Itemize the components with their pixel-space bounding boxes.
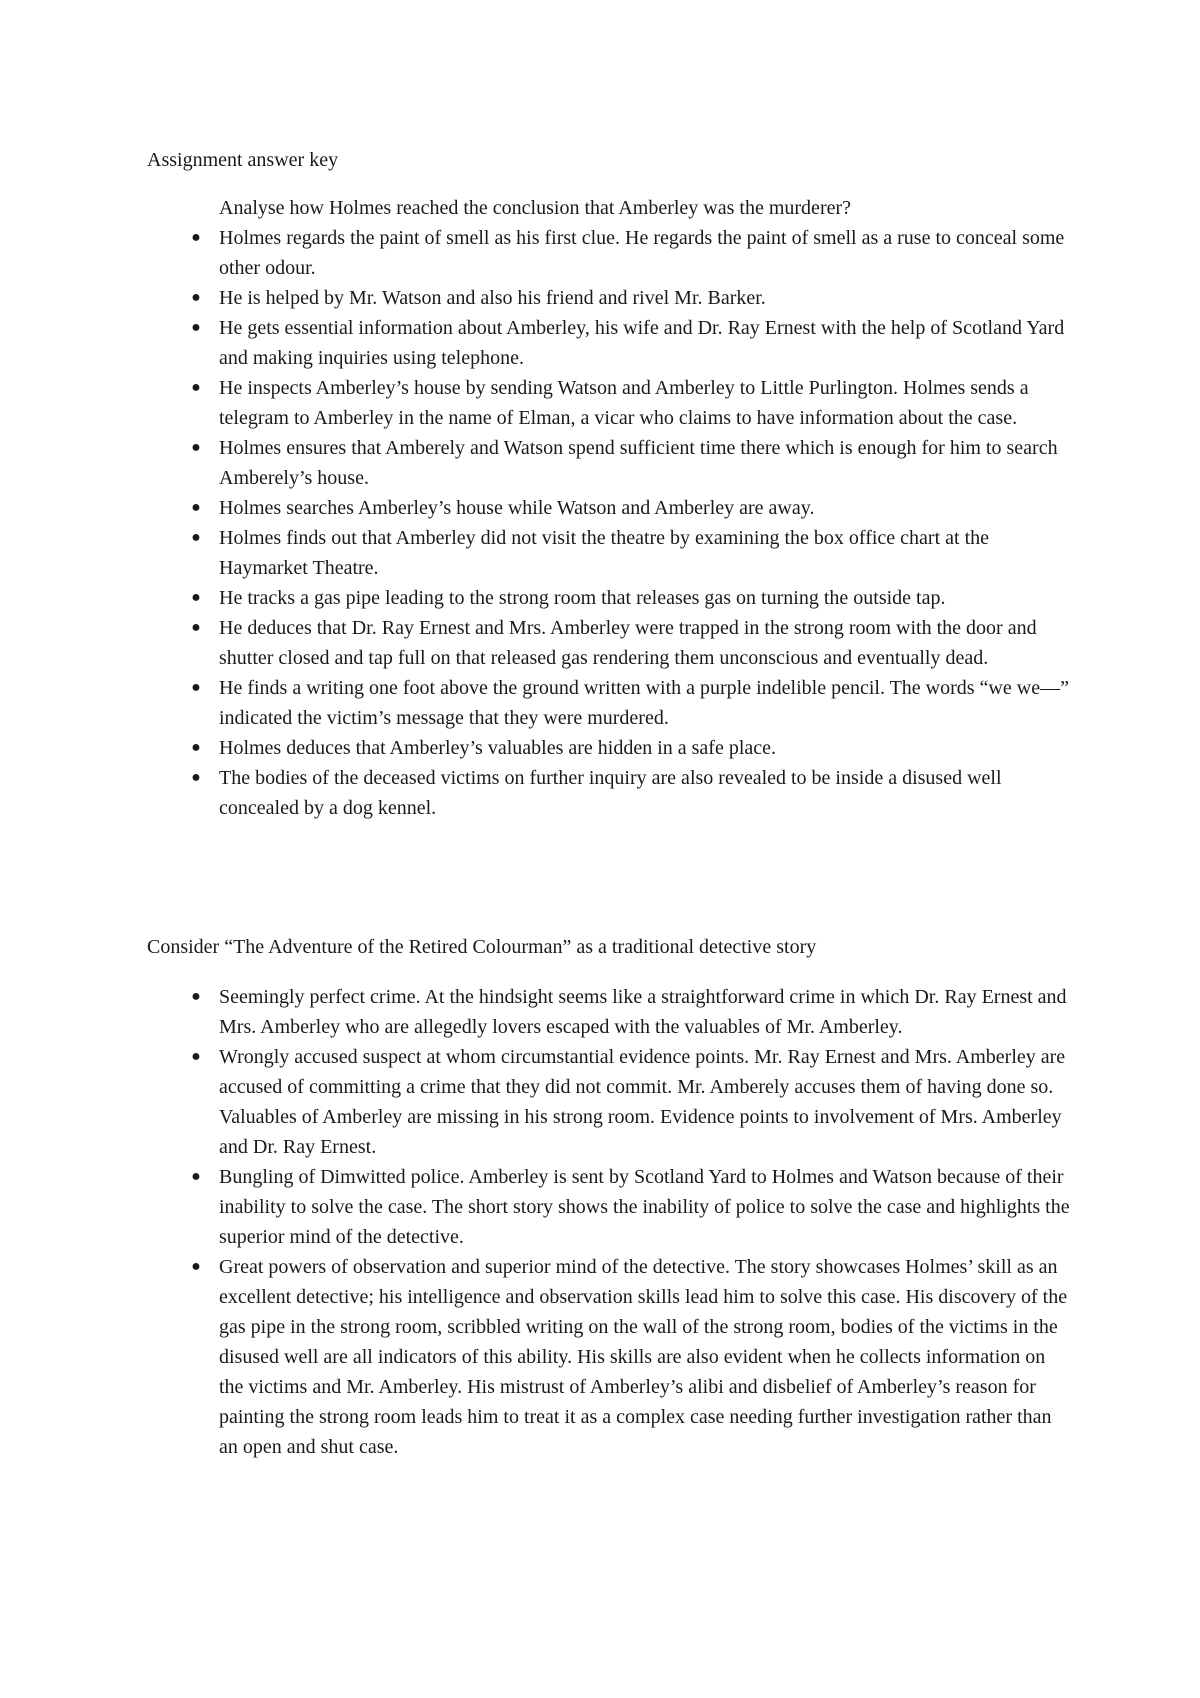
answer-text: Holmes finds out that Amberley did not visit the theatre by examining the box office chart at the Haymarket Theatre. [219,527,989,579]
bullet-icon: ● [191,439,201,456]
list-item [191,1252,1074,1462]
answer-text: Great powers of observation and superior mind of the detective. The story showcases Holmes’ skill as an excellent detective; his intelligence and observation skills lead him to solve this case. His discovery of the gas pipe in the strong room, scribbled writing on the wall of the strong room, bodies of the victims in the disused well are all indicators of this ability. His skills are also evident when he collects information on the victims and Mr. Amberley. His mistrust of Amberley’s alibi and disbelief of Amberley’s reason for painting the strong room leads him to treat it as a complex case needing further investigation rather than an open and shut case. [219,1256,1068,1458]
list-item [191,613,1074,673]
bullet-icon: ● [191,229,201,246]
bullet-icon: ● [191,1258,201,1275]
list-item [191,1162,1074,1252]
bullet-icon: ● [191,379,201,396]
bullet-icon: ● [191,679,201,696]
bullet-icon: ● [191,589,201,606]
answer-text: The bodies of the deceased victims on further inquiry are also revealed to be inside a disused well concealed by a dog kennel. [219,767,1002,819]
list-item [191,982,1074,1042]
list-item [191,283,1074,313]
answer-text: Holmes deduces that Amberley’s valuables are hidden in a safe place. [219,737,777,759]
list-item [191,673,1074,733]
bullet-icon: ● [191,769,201,786]
document-title: Assignment answer key [147,149,339,171]
answer-text: Seemingly perfect crime. At the hindsight seems like a straightforward crime in which Dr. Ray Ernest and Mrs. Amberley who are allegedly lovers escaped with the valuables of Mr. Amberley. [219,986,1067,1038]
answer-list [0,223,1200,823]
answer-text: He tracks a gas pipe leading to the strong room that releases gas on turning the outside tap. [219,587,946,609]
bullet-icon: ● [191,319,201,336]
answer-text: Holmes ensures that Amberely and Watson spend sufficient time there which is enough for him to search Amberely’s house. [219,437,1058,489]
bullet-icon: ● [191,289,201,306]
list-item [191,223,1074,283]
bullet-icon: ● [191,499,201,516]
answer-text: He gets essential information about Amberley, his wife and Dr. Ray Ernest with the help of Scotland Yard and making inquiries using telephone. [219,317,1065,369]
answer-text: Wrongly accused suspect at whom circumstantial evidence points. Mr. Ray Ernest and Mrs. Amberley are accused of committing a crime that they did not commit. Mr. Amberely accuses them of having done so. Valuables of Amberley are missing in his strong room. Evidence points to involvement of Mrs. Amberley and Dr. Ray Ernest. [219,1046,1066,1158]
answer-text: Holmes searches Amberley’s house while Watson and Amberley are away. [219,497,815,519]
section-analysis [0,193,1200,823]
bullet-icon: ● [191,988,201,1005]
list-item [191,523,1074,583]
answer-text: He inspects Amberley’s house by sending Watson and Amberley to Little Purlington. Holmes sends a telegram to Amberley in the name of Elman, a vicar who claims to have information about the case. [219,377,1029,429]
list-item [191,373,1074,433]
section-traditional-detective [0,932,1200,1462]
bullet-icon: ● [191,1048,201,1065]
list-item [191,433,1074,493]
section-question: Analyse how Holmes reached the conclusion that Amberley was the murderer? [219,197,852,219]
bullet-icon: ● [191,1168,201,1185]
bullet-icon: ● [191,619,201,636]
answer-text: He deduces that Dr. Ray Ernest and Mrs. Amberley were trapped in the strong room with the door and shutter closed and tap full on that released gas rendering them unconscious and eventually dead. [219,617,1037,669]
list-item [191,1042,1074,1162]
list-item [191,493,1074,523]
answer-text: Holmes regards the paint of smell as his first clue. He regards the paint of smell as a ruse to conceal some other odour. [219,227,1065,279]
list-item [191,733,1074,763]
answer-text: He finds a writing one foot above the ground written with a purple indelible pencil. The words “we we—” indicated the victim’s message that they were murdered. [219,677,1069,729]
list-item [191,763,1074,823]
bullet-icon: ● [191,739,201,756]
section-question: Consider “The Adventure of the Retired Colourman” as a traditional detective story [147,936,817,958]
bullet-icon: ● [191,529,201,546]
list-item [191,313,1074,373]
answer-list [0,982,1200,1462]
answer-text: Bungling of Dimwitted police. Amberley is sent by Scotland Yard to Holmes and Watson because of their inability to solve the case. The short story shows the inability of police to solve the case and highlights the superior mind of the detective. [219,1166,1070,1248]
list-item [191,583,1074,613]
answer-text: He is helped by Mr. Watson and also his friend and rivel Mr. Barker. [219,287,766,309]
